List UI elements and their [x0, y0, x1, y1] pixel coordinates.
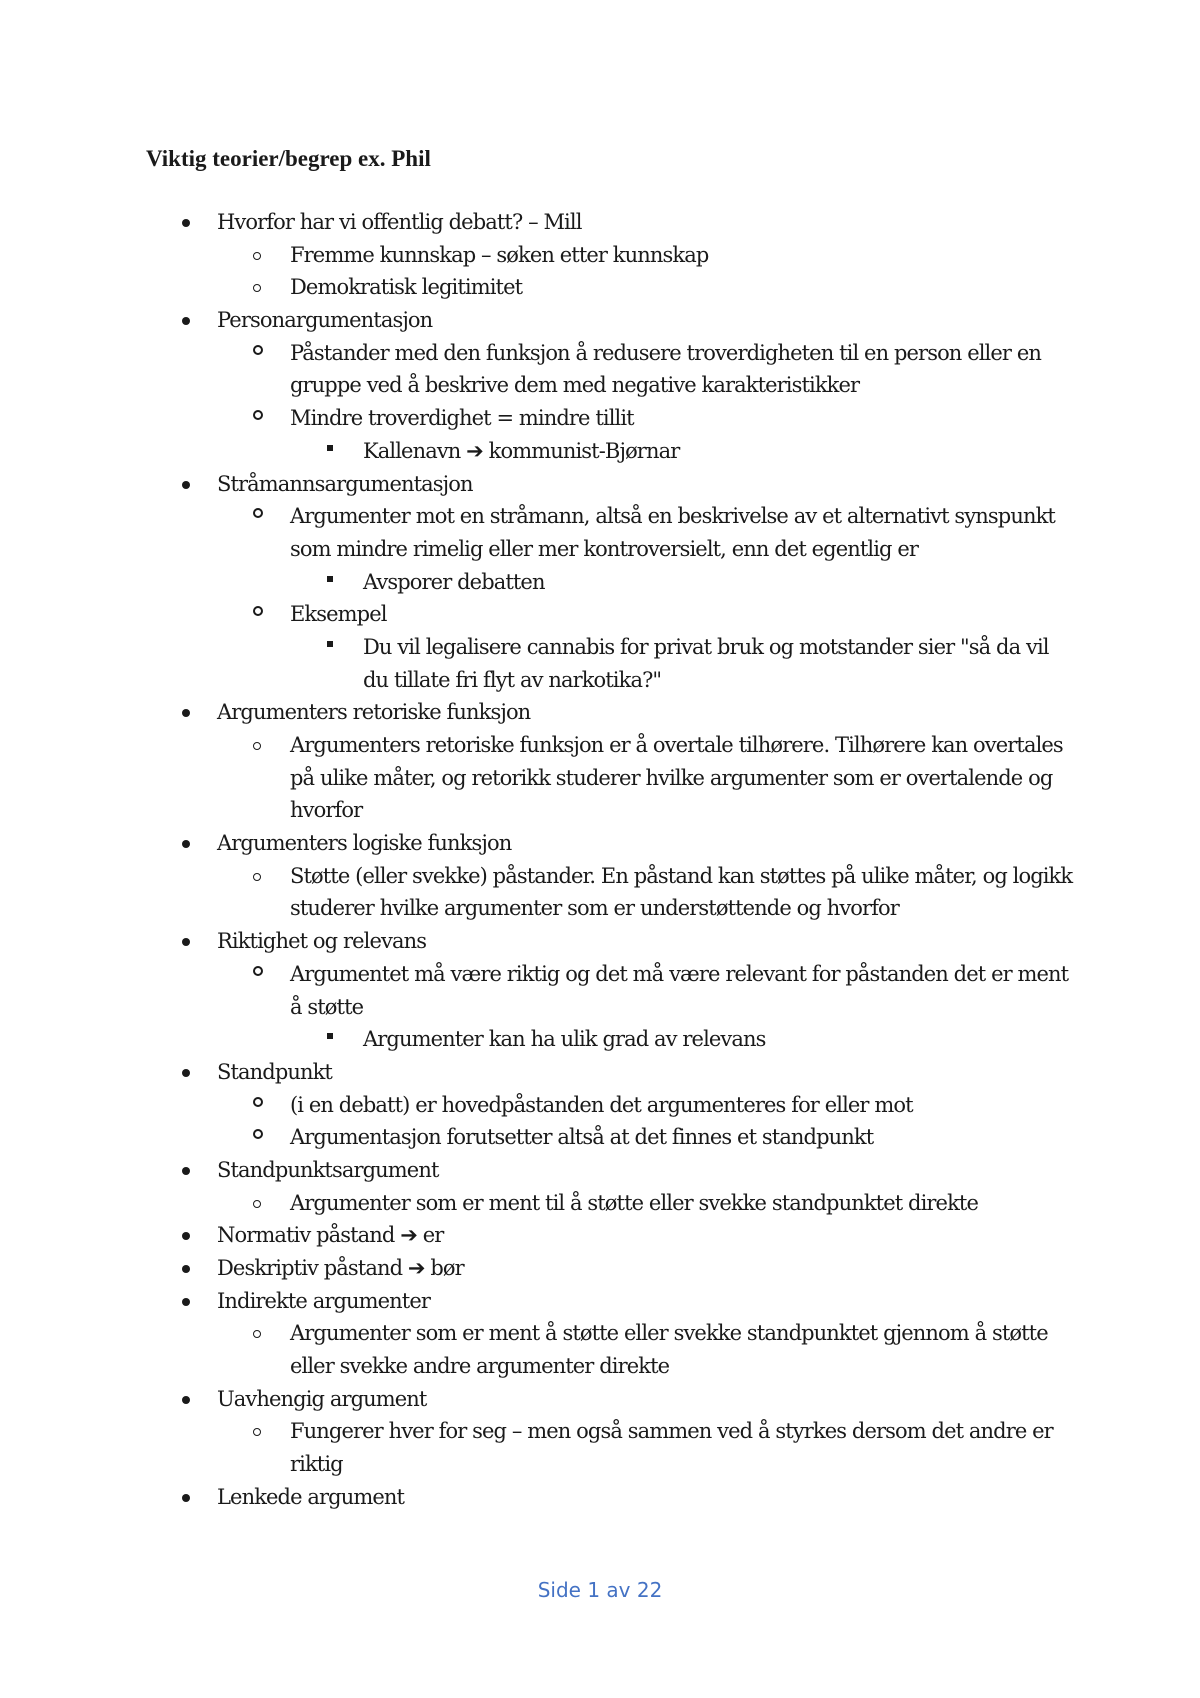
list-item-text: Kallenavn ➔ kommunist-Bjørnar [363, 438, 680, 463]
list-item-text: Standpunkt [217, 1059, 332, 1084]
list-item [0, 1481, 1200, 1514]
list-item-text: som mindre rimelig eller mer kontroversielt, enn det egentlig er [290, 536, 919, 561]
document-body [0, 206, 1200, 1514]
list-item [0, 1121, 1200, 1154]
list-item [0, 533, 1200, 566]
page-footer: Side 1 av 22 [537, 1578, 663, 1602]
list-item-text: Argumenter som er ment til å støtte eller svekke standpunktet direkte [290, 1190, 978, 1215]
list-item-text: Hvorfor har vi offentlig debatt? – Mill [217, 210, 582, 234]
list-item-text: Uavhengig argument [217, 1386, 427, 1411]
list-item [0, 239, 1200, 272]
list-item [0, 664, 1200, 697]
list-item-text: Påstander med den funksjon å redusere troverdigheten til en person eller en [290, 340, 1041, 365]
list-item-text: Deskriptiv påstand ➔ bør [217, 1256, 464, 1280]
list-item-text: Personargumentasjon [217, 308, 433, 333]
list-item-text: Stråmannsargumentasjon [217, 471, 473, 496]
list-item-text: Argumenters retoriske funksjon [217, 700, 531, 725]
list-item-text: Indirekte argumenter [217, 1288, 431, 1313]
list-item [0, 271, 1200, 304]
list-item [0, 696, 1200, 729]
list-item-text: Argumentasjon forutsetter altså at det finnes et standpunkt [290, 1125, 874, 1150]
list-item-text: Standpunktsargument [217, 1157, 439, 1182]
list-item [0, 500, 1200, 533]
list-item [0, 598, 1200, 631]
list-item [0, 402, 1200, 435]
list-item-text: Demokratisk legitimitet [290, 275, 523, 300]
list-item-text: hvorfor [290, 798, 363, 823]
list-item-text: Mindre troverdighet = mindre tillit [290, 406, 634, 431]
list-item [0, 794, 1200, 827]
list-item-text: Avsporer debatten [363, 569, 545, 594]
list-item [0, 566, 1200, 599]
list-item-text: Argumenters logiske funksjon [217, 831, 512, 856]
list-item [0, 1023, 1200, 1056]
list-item-text: Argumenter kan ha ulik grad av relevans [363, 1027, 766, 1052]
list-item-text: Eksempel [290, 602, 387, 627]
list-item-text: Argumenters retoriske funksjon er å overtale tilhørere. Tilhørere kan overtales [290, 733, 1063, 757]
list-item-text: å støtte [290, 994, 364, 1019]
list-item [0, 337, 1200, 370]
list-item [0, 827, 1200, 860]
list-item-text: (i en debatt) er hovedpåstanden det argumenteres for eller mot [290, 1092, 913, 1117]
list-item [0, 925, 1200, 958]
list-item [0, 860, 1200, 893]
list-item-text: du tillate fri flyt av narkotika?" [363, 667, 662, 692]
list-item [0, 729, 1200, 762]
list-item [0, 304, 1200, 337]
list-item [0, 892, 1200, 925]
list-item-text: Du vil legalisere cannabis for privat bruk og motstander sier "så da vil [363, 634, 1049, 659]
list-item [0, 1187, 1200, 1220]
list-item [0, 1415, 1200, 1448]
list-item-text: Argumenter mot en stråmann, altså en beskrivelse av et alternativt synspunkt [290, 504, 1055, 529]
list-item [0, 991, 1200, 1024]
list-item [0, 468, 1200, 501]
list-item [0, 1350, 1200, 1383]
list-item-text: Støtte (eller svekke) påstander. En påstand kan støttes på ulike måter, og logikk [290, 863, 1073, 888]
list-item-text: gruppe ved å beskrive dem med negative karakteristikker [290, 373, 860, 398]
page-title: Viktig teorier/begrep ex. Phil [146, 146, 431, 171]
list-item [0, 1317, 1200, 1350]
list-item [0, 1448, 1200, 1481]
list-item [0, 958, 1200, 991]
list-item [0, 369, 1200, 402]
list-item-text: Fungerer hver for seg – men også sammen ved å styrkes dersom det andre er [290, 1419, 1053, 1444]
list-item-text: Fremme kunnskap – søken etter kunnskap [290, 242, 709, 267]
list-item-text: på ulike måter, og retorikk studerer hvilke argumenter som er overtalende og [290, 765, 1053, 790]
list-item [0, 206, 1200, 239]
list-item [0, 1154, 1200, 1187]
list-item-text: Argumentet må være riktig og det må være relevant for påstanden det er ment [290, 961, 1069, 986]
list-item [0, 1252, 1200, 1285]
list-item-text: Riktighet og relevans [217, 929, 427, 954]
list-item [0, 1056, 1200, 1089]
list-item [0, 1383, 1200, 1416]
list-item [0, 435, 1200, 468]
list-item [0, 1285, 1200, 1318]
list-item [0, 1089, 1200, 1122]
list-item [0, 1219, 1200, 1252]
list-item-text: Normativ påstand ➔ er [217, 1223, 444, 1248]
list-item-text: eller svekke andre argumenter direkte [290, 1354, 670, 1379]
list-item [0, 631, 1200, 664]
list-item-text: riktig [290, 1452, 343, 1477]
list-item-text: Argumenter som er ment å støtte eller svekke standpunktet gjennom å støtte [290, 1321, 1048, 1346]
list-item-text: Lenkede argument [217, 1484, 405, 1509]
list-item-text: studerer hvilke argumenter som er understøttende og hvorfor [290, 896, 899, 921]
list-item [0, 762, 1200, 795]
